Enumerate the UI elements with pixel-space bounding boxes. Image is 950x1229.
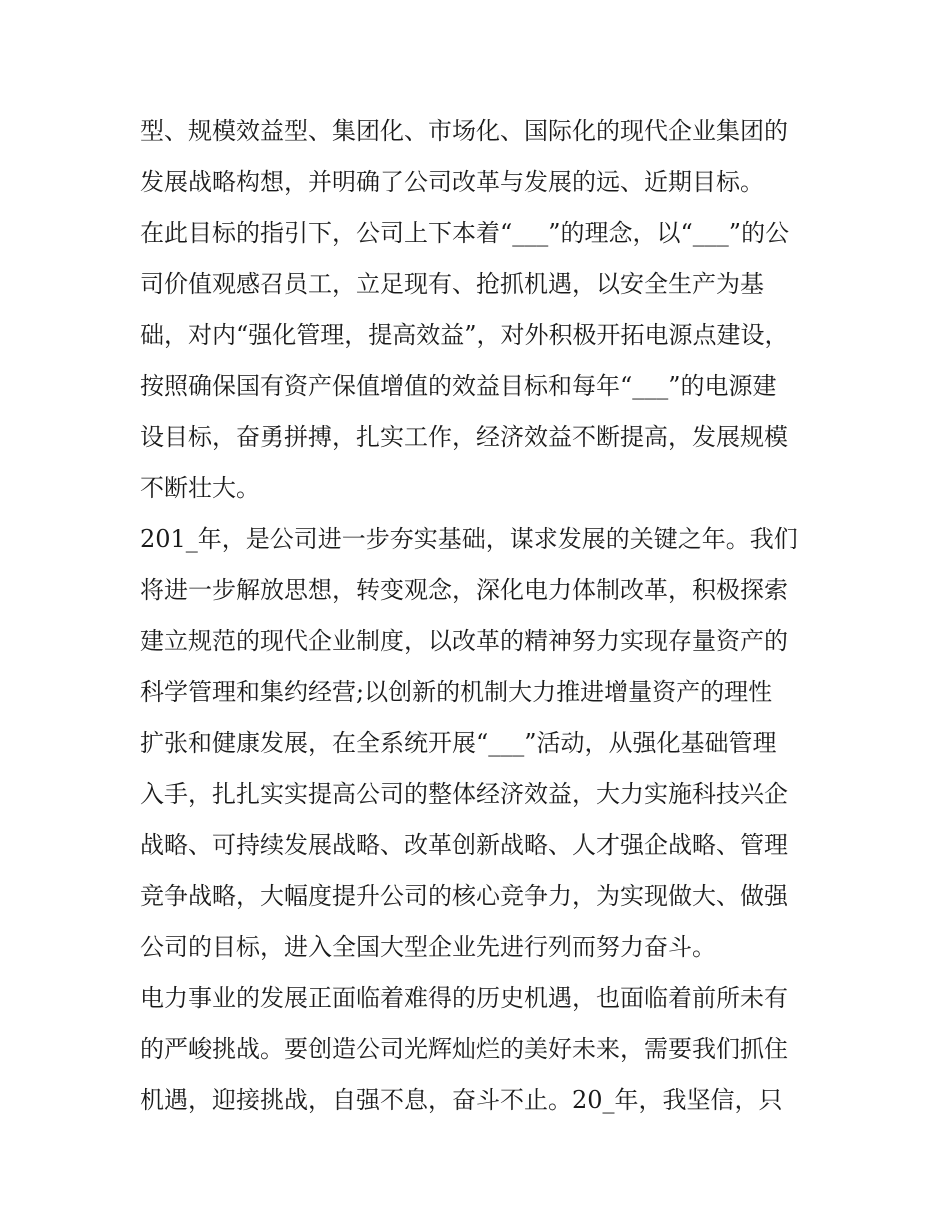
text-line: 发展战略构想，并明确了公司改革与发展的远、近期目标。 <box>140 168 764 196</box>
text-line: 司价值观感召员工，立足现有、抢抓机遇，以安全生产为基 <box>140 270 764 298</box>
text-line: 入手，扎扎实实提高公司的整体经济效益，大力实施科技兴企 <box>140 780 788 808</box>
text-line: 础，对内“强化管理，提高效益”，对外积极开拓电源点建设， <box>140 321 789 349</box>
paragraph <box>140 208 816 514</box>
paragraph <box>140 106 816 208</box>
text-line: 机遇，迎接挑战，自强不息，奋斗不止。20_年，我坚信，只 <box>140 1086 783 1114</box>
text-line: 公司的目标，进入全国大型企业先进行列而努力奋斗。 <box>140 933 716 961</box>
document-body <box>140 106 816 1126</box>
text-line: 扩张和健康发展，在全系统开展“___”活动，从强化基础管理 <box>140 729 777 757</box>
text-line: 不断壮大。 <box>140 474 260 502</box>
text-line: 科学管理和集约经营;以创新的机制大力推进增量资产的理性 <box>140 678 773 706</box>
paragraph <box>140 973 816 1126</box>
text-line: 竞争战略，大幅度提升公司的核心竞争力，为实现做大、做强 <box>140 882 788 910</box>
text-line: 将进一步解放思想，转变观念，深化电力体制改革，积极探索 <box>140 576 788 604</box>
paragraph <box>140 514 816 973</box>
text-line: 按照确保国有资产保值增值的效益目标和每年“___”的电源建 <box>140 372 777 400</box>
text-line: 战略、可持续发展战略、改革创新战略、人才强企战略、管理 <box>140 831 788 859</box>
text-line: 电力事业的发展正面临着难得的历史机遇，也面临着前所未有 <box>140 984 788 1012</box>
text-line: 型、规模效益型、集团化、市场化、国际化的现代企业集团的 <box>140 117 788 145</box>
text-line: 在此目标的指引下，公司上下本着“___”的理念，以“___”的公 <box>140 219 790 247</box>
text-line: 建立规范的现代企业制度，以改革的精神努力实现存量资产的 <box>140 627 788 655</box>
text-line: 设目标，奋勇拼搏，扎实工作，经济效益不断提高，发展规模 <box>140 423 788 451</box>
text-line: 的严峻挑战。要创造公司光辉灿烂的美好未来，需要我们抓住 <box>140 1035 788 1063</box>
text-line: 201_年，是公司进一步夯实基础，谋求发展的关键之年。我们 <box>140 525 798 553</box>
